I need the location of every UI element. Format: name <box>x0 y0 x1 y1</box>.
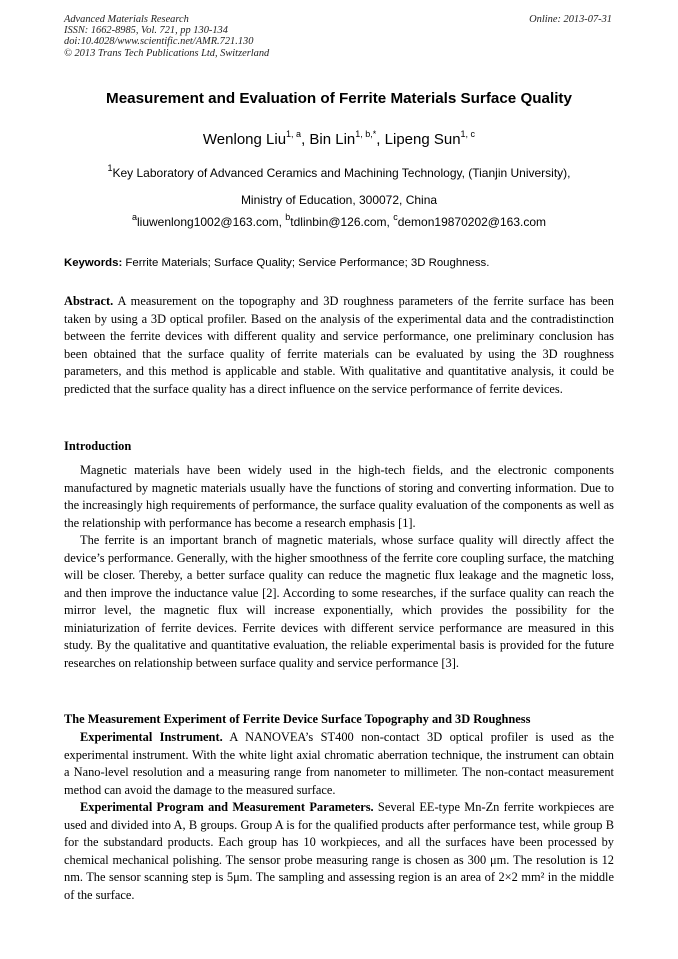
journal-copyright: © 2013 Trans Tech Publications Ltd, Switzerland <box>64 47 270 59</box>
author-list <box>0 131 678 149</box>
author-sup: 1, a <box>286 129 302 139</box>
abstract-paragraph <box>64 293 614 398</box>
journal-doi: doi:10.4028/www.scientific.net/AMR.721.130 <box>64 36 254 48</box>
email-link: liuwenlong1002@163.com, <box>137 215 286 229</box>
author-separator: , <box>301 131 310 148</box>
paragraph <box>64 799 614 904</box>
affiliation-sup: 1 <box>107 163 113 173</box>
introduction-body <box>64 462 614 672</box>
measurement-body <box>64 729 614 904</box>
journal-name: Advanced Materials Research <box>64 14 189 25</box>
author-sup: 1, c <box>460 129 476 139</box>
paragraph-text: A NANOVEA’s ST400 non-contact 3D optical profiler is used as the experimental instrument. With the white light axial chromatic aberration technique, the instrument can obtain a Nano-level resolution and a measuring range from nanometer to millimeter. The non-contact measurement method can avoid the damage to the measured surface. <box>64 730 614 797</box>
journal-header <box>64 14 269 59</box>
abstract-text: A measurement on the topography and 3D roughness parameters of the ferrite surface has been taken by using a 3D optical profiler. Based on the analysis of the experimental data and the contradistinction between the ferrite devices with different quality and service performance, one preliminary conclusion has been obtained that the surface quality of ferrite materials can be evaluated by using the 3D roughness parameters, and this method is applicable and stable. With qualitative and quantitative analysis, it could be predicted that the surface quality has a direct influence on the service performance of ferrite devices. <box>64 294 614 396</box>
author-sup: 1, b,* <box>355 129 377 139</box>
author-name: Wenlong Liu <box>202 131 287 148</box>
paragraph: Magnetic materials have been widely used in the high-tech fields, and the electronic components manufactured by magnetic materials usually have the functions of storing and converting information. Due to the increasingly high requirements of performance, the surface quality evaluation of the components as well as the relationship with performance has become a research emphasis [1]. <box>64 463 614 530</box>
email-sup: b <box>285 212 291 222</box>
affiliation-text: Key Laboratory of Advanced Ceramics and Machining Technology, (Tianjin University), <box>112 166 571 180</box>
email-link: demon19870202@163.com <box>397 215 546 229</box>
keywords-text: Ferrite Materials; Surface Quality; Service Performance; 3D Roughness. <box>122 257 490 269</box>
paragraph <box>64 729 614 799</box>
paragraph-lead: Experimental Program and Measurement Parameters. <box>80 800 374 814</box>
author-name: Lipeng Sun <box>384 131 461 148</box>
abstract-label: Abstract. <box>64 294 114 308</box>
affiliation-line-1 <box>0 163 678 180</box>
email-sup: c <box>393 212 398 222</box>
section-heading-introduction: Introduction <box>64 439 132 453</box>
email-line <box>0 212 678 229</box>
paragraph: The ferrite is an important branch of magnetic materials, whose surface quality will directly affect the device’s performance. Generally, with the higher smoothness of the ferrite core coupling surface, the matching will be closer. Thereby, a better surface quality can reduce the magnetic flux leakage and the magnetic loss, and then improve the inductance value [2]. According to some researches, if the surface quality can reach the mirror level, the magnetic flux will increase exponentially, which provides the possibility for the miniaturization of ferrite devices. Ferrite devices with different service performance are measured in this study. By the qualitative and quantitative evaluation, the reliable experimental basis is provided for the future researches on relationship between surface quality and service performance [3]. <box>64 533 614 670</box>
author-name: Bin Lin <box>309 131 356 148</box>
email-sup: a <box>131 212 137 222</box>
keywords-label: Keywords: <box>64 257 123 269</box>
journal-issn: ISSN: 1662-8985, Vol. 721, pp 130-134 <box>64 25 228 37</box>
email-link: tdlinbin@126.com, <box>290 215 394 229</box>
affiliation-line-2: Ministry of Education, 300072, China <box>240 193 438 207</box>
keywords <box>64 256 489 270</box>
abstract <box>64 293 614 398</box>
paragraph-lead: Experimental Instrument. <box>80 730 223 744</box>
section-heading-measurement: The Measurement Experiment of Ferrite Device Surface Topography and 3D Roughness <box>64 712 531 726</box>
paragraph-text: Several EE-type Mn-Zn ferrite workpieces are used and divided into A, B groups. Group A is for the qualified products after performance test, while group B for the substandard products. Each group has 10 workpieces, and all the surfaces have been processed by chemical mechanical polishing. The sensor probe measuring range is chosen as 300 μm. The resolution is 12 nm. The sensor scanning step is 5μm. The sampling and assessing region is an area of 2×2 mm² in the middle of the surface. <box>64 800 614 902</box>
author-separator: , <box>376 131 385 148</box>
online-date: Online: 2013-07-31 <box>529 14 612 25</box>
paper-title: Measurement and Evaluation of Ferrite Materials Surface Quality <box>106 90 572 107</box>
